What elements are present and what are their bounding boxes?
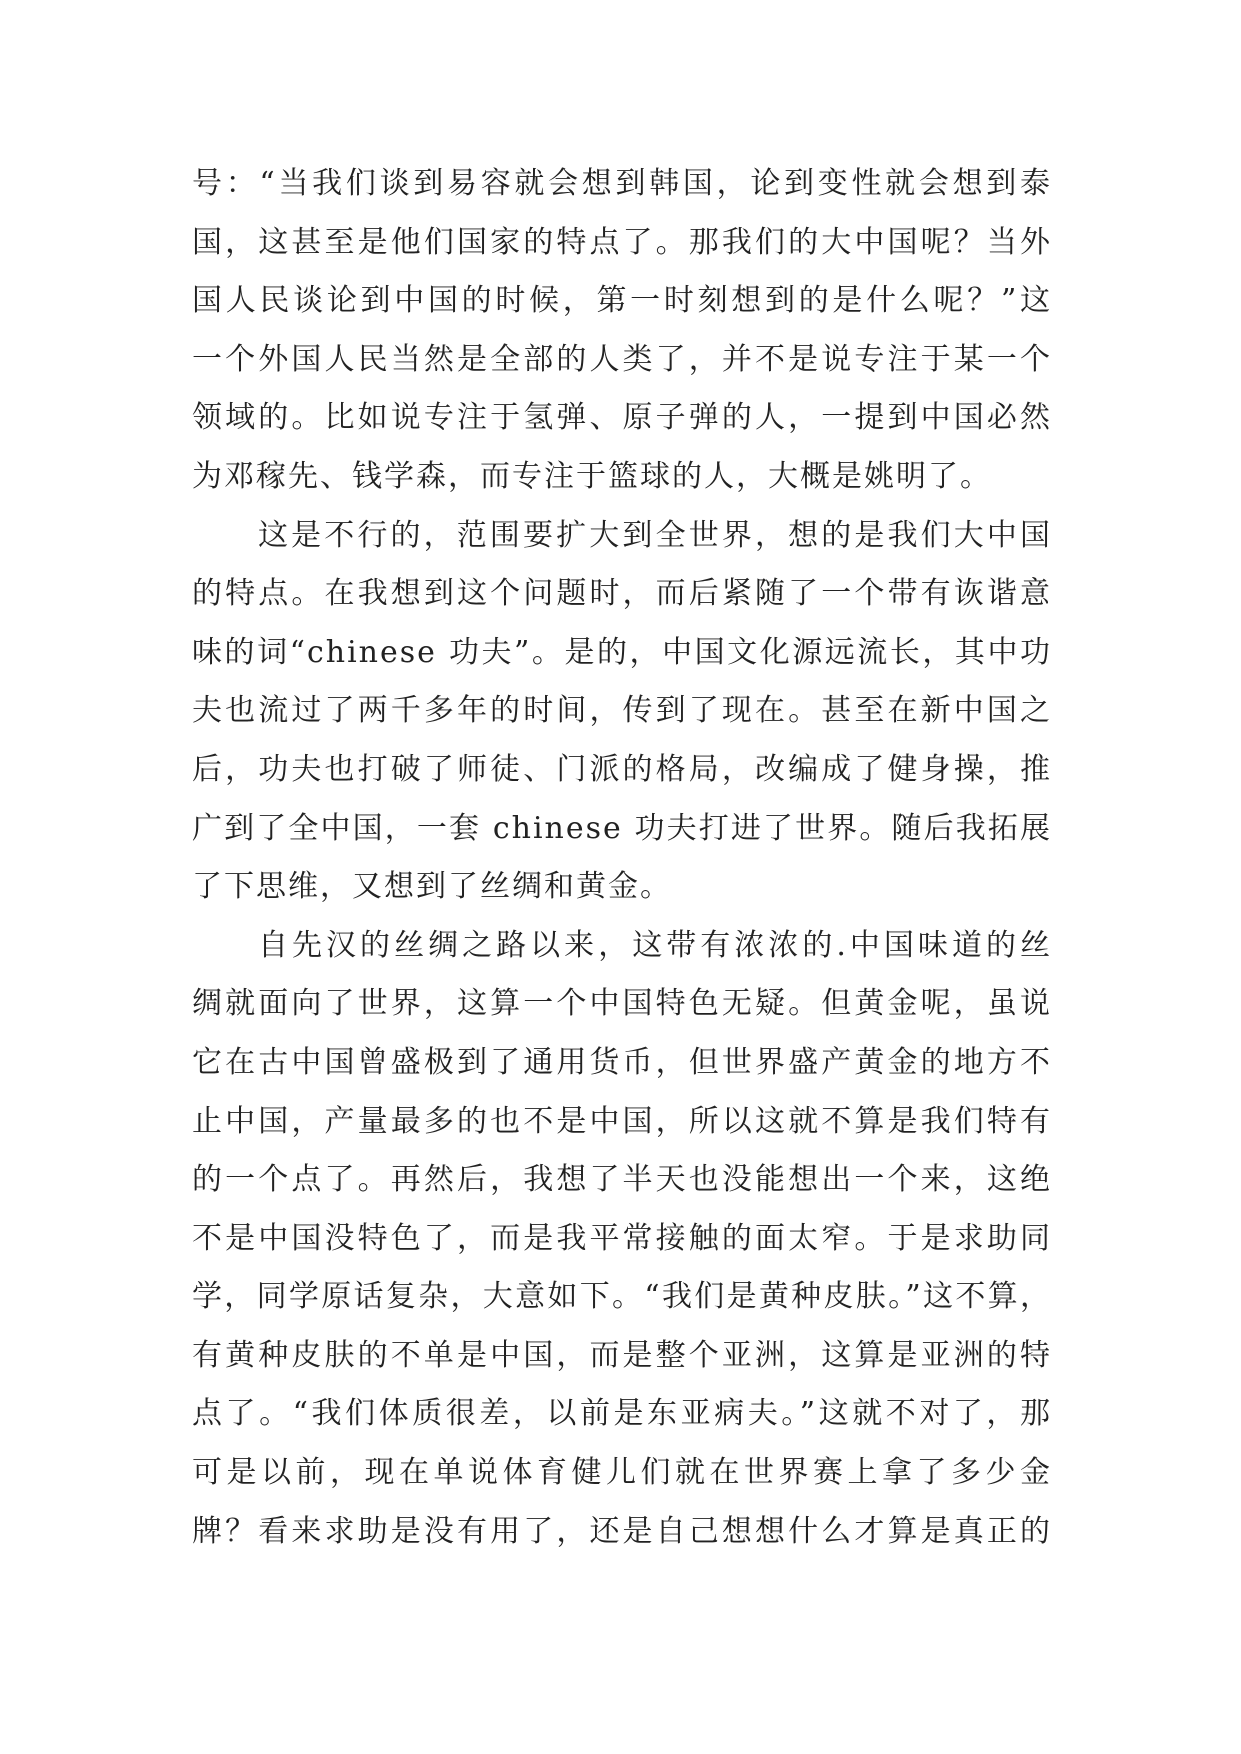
text-line: 的一个点了。再然后，我想了半天也没能想出一个来，这绝 xyxy=(192,1162,1052,1198)
text-line: 它在古中国曾盛极到了通用货币，但世界盛产黄金的地方不 xyxy=(192,1044,1052,1080)
text-line: 可是以前，现在单说体育健儿们就在世界赛上拿了多少金 xyxy=(192,1455,1052,1491)
text-line: 自先汉的丝绸之路以来，这带有浓浓的.中国味道的丝 xyxy=(258,927,1052,963)
text-line: 国人民谈论到中国的时候，第一时刻想到的是什么呢？”这 xyxy=(192,283,1052,319)
text-line: 一个外国人民当然是全部的人类了，并不是说专注于某一个 xyxy=(192,341,1052,377)
text-line: 领域的。比如说专注于氢弹、原子弹的人，一提到中国必然 xyxy=(192,400,1052,436)
text-line: 国，这甚至是他们国家的特点了。那我们的大中国呢？当外 xyxy=(192,224,1052,260)
text-line: 学，同学原话复杂，大意如下。“我们是黄种皮肤。”这不算， xyxy=(192,1279,1052,1315)
paragraph-1 xyxy=(192,155,1052,507)
body-text xyxy=(192,155,1052,1561)
text-line: 有黄种皮肤的不单是中国，而是整个亚洲，这算是亚洲的特 xyxy=(192,1337,1052,1373)
text-line: 这是不行的，范围要扩大到全世界，想的是我们大中国 xyxy=(258,517,1052,553)
text-line: 为邓稼先、钱学森，而专注于篮球的人，大概是姚明了。 xyxy=(192,458,992,494)
text-line: 绸就面向了世界，这算一个中国特色无疑。但黄金呢，虽说 xyxy=(192,986,1052,1022)
text-line: 号：“当我们谈到易容就会想到韩国，论到变性就会想到泰 xyxy=(192,166,1052,201)
text-line: 点了。“我们体质很差，以前是东亚病夫。”这就不对了，那 xyxy=(192,1396,1052,1432)
text-line: 广到了全中国，一套 chinese 功夫打进了世界。随后我拓展 xyxy=(192,810,1052,846)
text-line: 的特点。在我想到这个问题时，而后紧随了一个带有诙谐意 xyxy=(192,576,1052,612)
paragraph-3 xyxy=(192,917,1052,1562)
text-line: 不是中国没特色了，而是我平常接触的面太窄。于是求助同 xyxy=(192,1220,1052,1256)
text-line: 止中国，产量最多的也不是中国，所以这就不算是我们特有 xyxy=(192,1103,1052,1139)
text-line: 牌？看来求助是没有用了，还是自己想想什么才算是真正的 xyxy=(192,1513,1052,1549)
text-line: 后，功夫也打破了师徒、门派的格局，改编成了健身操，推 xyxy=(192,751,1052,787)
paragraph-2 xyxy=(192,507,1052,917)
text-line: 味的词“chinese 功夫”。是的，中国文化源远流长，其中功 xyxy=(192,634,1052,670)
text-line: 夫也流过了两千多年的时间，传到了现在。甚至在新中国之 xyxy=(192,693,1052,729)
text-line: 了下思维，又想到了丝绸和黄金。 xyxy=(192,869,672,905)
